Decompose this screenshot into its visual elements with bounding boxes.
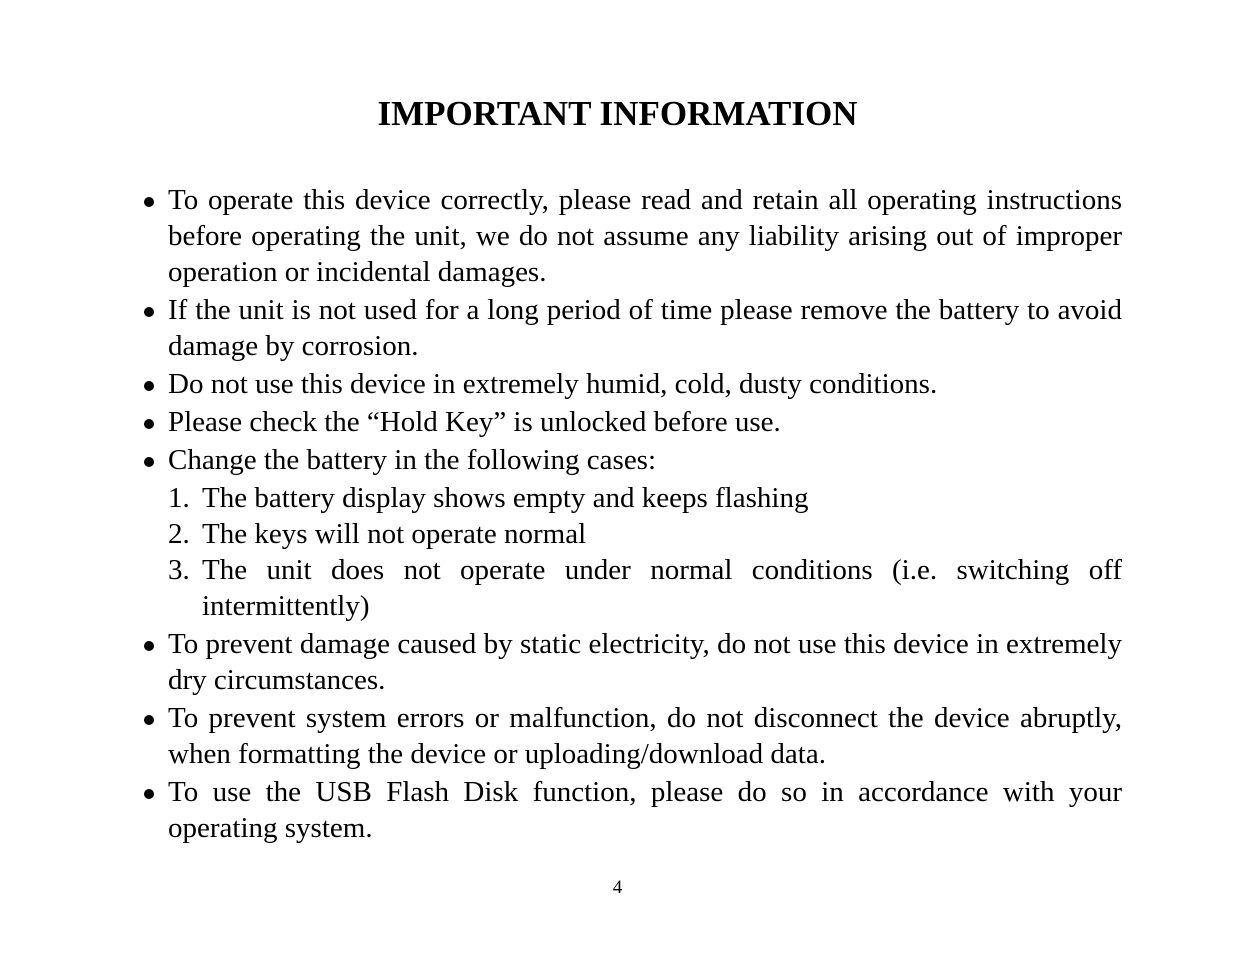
list-item bbox=[138, 292, 1122, 364]
bullet-icon bbox=[144, 197, 154, 207]
list-item bbox=[138, 182, 1122, 290]
information-list bbox=[138, 182, 1122, 848]
numbered-item bbox=[138, 516, 1122, 552]
numbered-item-text: The battery display shows empty and keeps flashing bbox=[202, 482, 809, 514]
bullet-icon bbox=[144, 715, 154, 725]
list-item bbox=[138, 404, 1122, 440]
list-item-text: If the unit is not used for a long period of time please remove the battery to avoid damage by corrosion. bbox=[168, 294, 1122, 362]
page-title: IMPORTANT INFORMATION bbox=[377, 94, 858, 133]
list-item bbox=[138, 626, 1122, 698]
list-item-text: Please check the “Hold Key” is unlocked before use. bbox=[168, 406, 781, 438]
numbered-item-text: The unit does not operate under normal conditions (i.e. switching off intermittently) bbox=[202, 554, 1122, 622]
list-item bbox=[138, 700, 1122, 772]
numbered-item-text: The keys will not operate normal bbox=[202, 518, 587, 550]
numbered-item bbox=[138, 480, 1122, 516]
list-item-text: To prevent system errors or malfunction, do not disconnect the device abruptly, when formatting the device or uploading/download data. bbox=[168, 702, 1122, 770]
numbered-item bbox=[138, 552, 1122, 624]
list-item-text: To prevent damage caused by static electricity, do not use this device in extremely dry circumstances. bbox=[168, 628, 1122, 696]
list-item bbox=[138, 442, 1122, 478]
list-item-text: Change the battery in the following cases: bbox=[168, 444, 657, 476]
list-item-text: To use the USB Flash Disk function, please do so in accordance with your operating system. bbox=[168, 776, 1122, 844]
bullet-icon bbox=[144, 419, 154, 429]
bullet-icon bbox=[144, 641, 154, 651]
bullet-icon bbox=[144, 381, 154, 391]
bullet-icon bbox=[144, 789, 154, 799]
bullet-icon bbox=[144, 307, 154, 317]
list-item-text: Do not use this device in extremely humid, cold, dusty conditions. bbox=[168, 368, 938, 400]
item-number: 3. bbox=[168, 554, 190, 586]
list-item bbox=[138, 774, 1122, 846]
page-number: 4 bbox=[612, 877, 623, 898]
battery-cases-list bbox=[138, 480, 1122, 624]
list-item bbox=[138, 366, 1122, 402]
item-number: 1. bbox=[168, 482, 190, 514]
bullet-icon bbox=[144, 457, 154, 467]
item-number: 2. bbox=[168, 518, 190, 550]
list-item-text: To operate this device correctly, please read and retain all operating instructions before operating the unit, we do not assume any liability arising out of improper operation or incidental damages. bbox=[168, 184, 1122, 288]
